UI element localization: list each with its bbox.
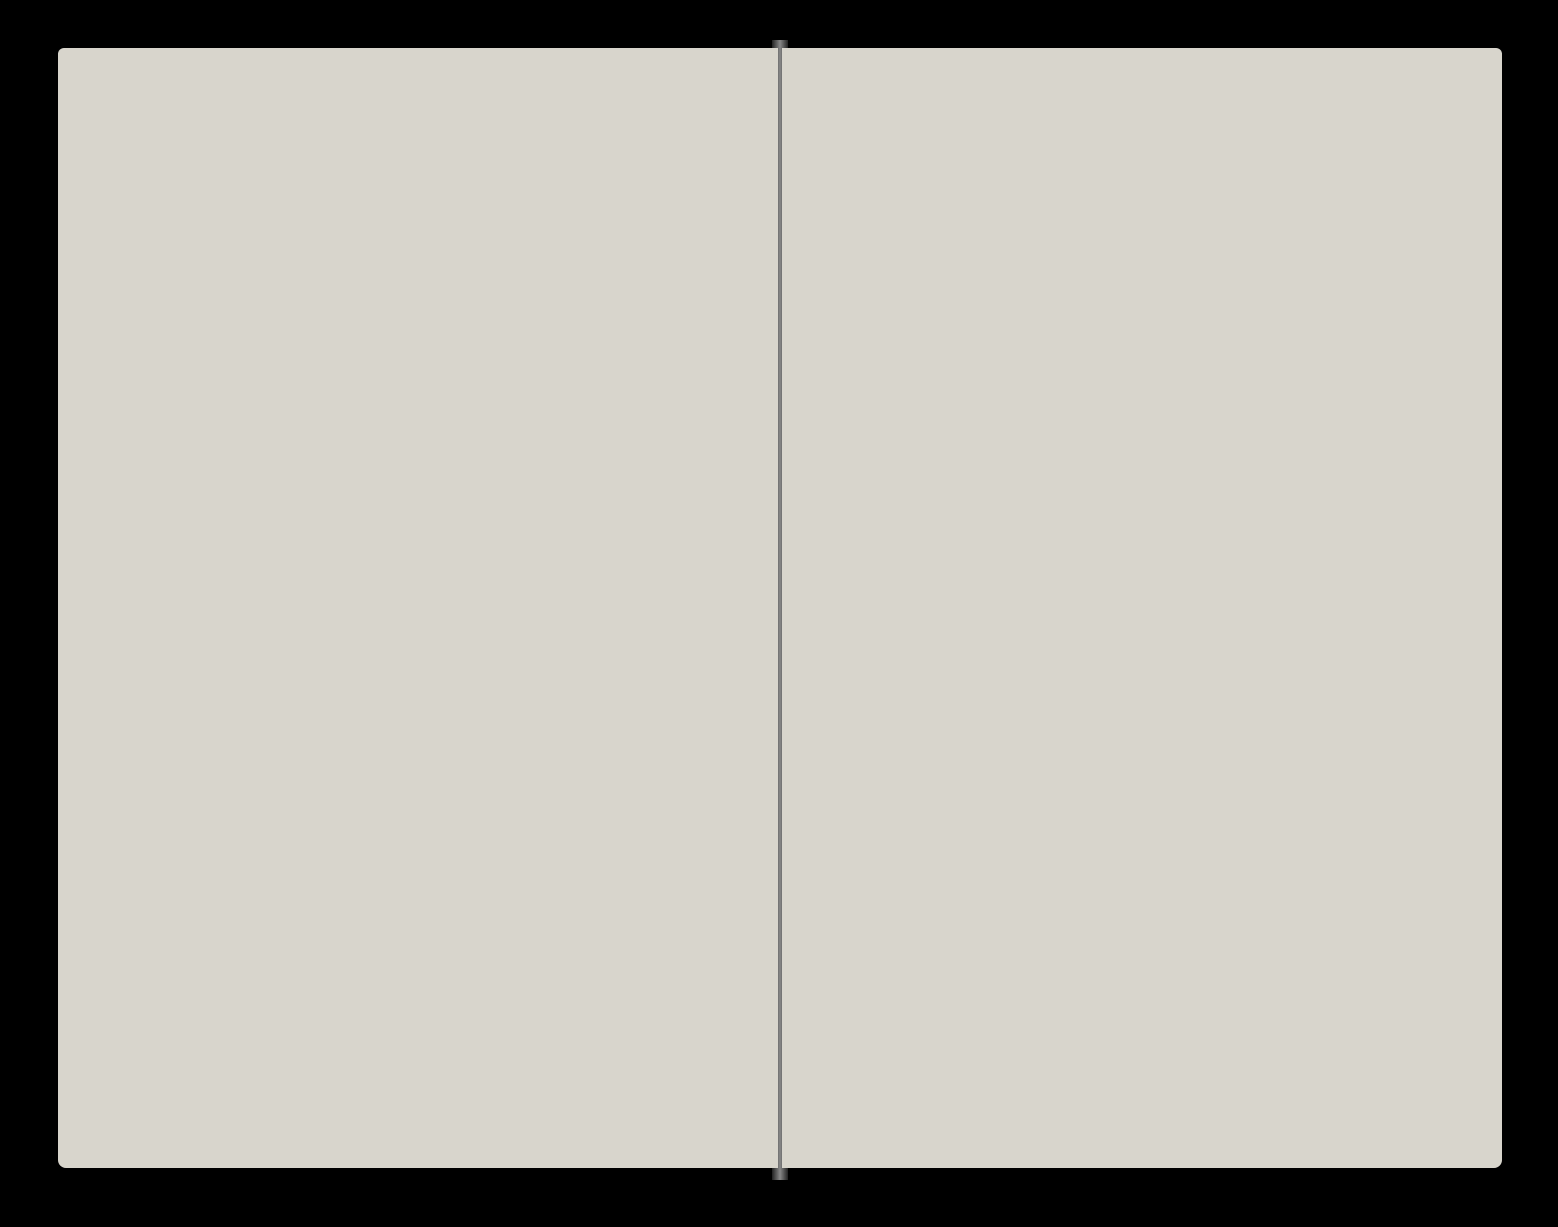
right-page <box>782 48 1502 1168</box>
left-page <box>58 48 778 1168</box>
